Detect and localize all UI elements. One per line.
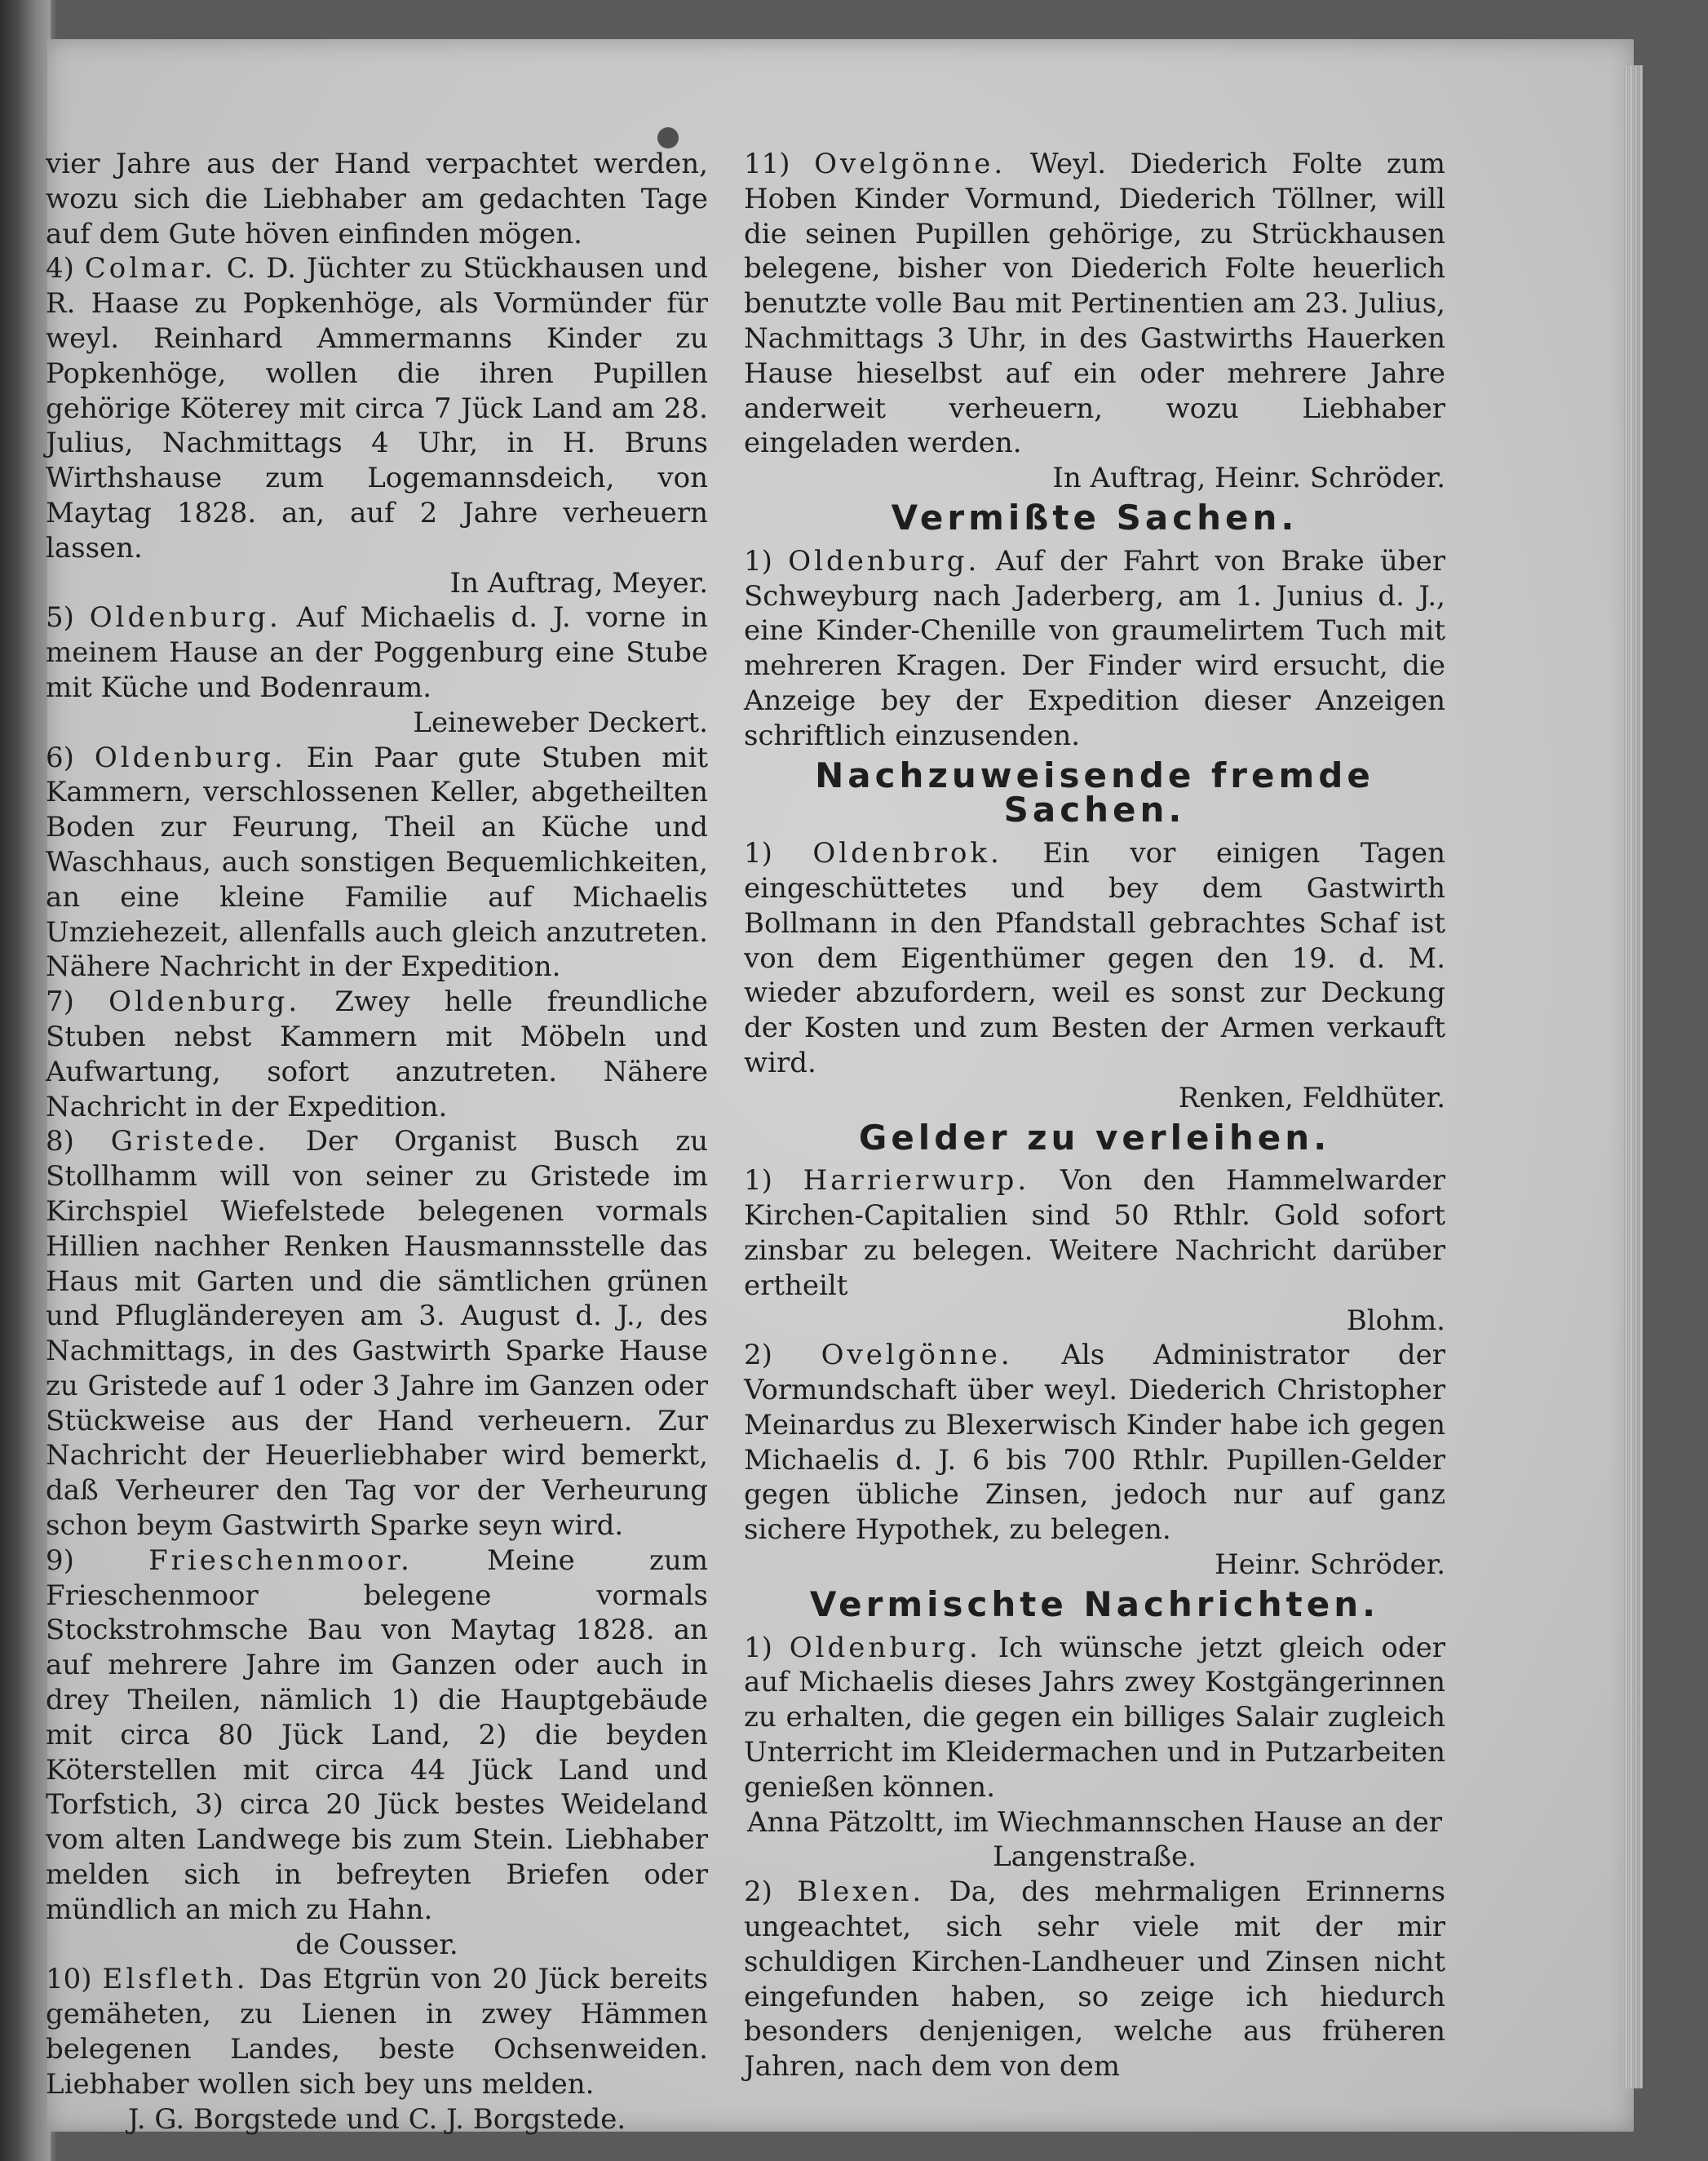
notice-text: Meine zum Frieschenmoor belegene vormals Stockstrohmsche Bau von Maytag 1828. an auf mehrere Jahre im Ganzen oder auch in drey Theilen, nämlich 1) die Hauptgebäude mit circa 80 Jück Land, 2) die beyden Köterstellen mit circa 44 Jück Land und Torfstich, 3) circa 20 Jück bestes Weideland vom alten Landwege bis zum Stein. Liebhaber melden sich in befreyten Briefen oder mündlich an mich zu Hahn. — [46, 1543, 708, 1926]
notice-5 — [46, 600, 708, 740]
notice-number: 1) — [744, 1631, 772, 1664]
misc-notice-1 — [744, 1631, 1445, 1875]
notice-place: Frieschenmoor. — [148, 1543, 413, 1577]
notice-number: 10) — [46, 1963, 92, 1996]
book-binding — [0, 0, 51, 2161]
notice-text: Auf Michaelis d. J. vorne in meinem Hause an der Poggenburg eine Stube mit Küche und Bodenraum. — [46, 601, 709, 704]
notice-place: Oldenburg. — [789, 1631, 981, 1664]
notice-place: Blexen. — [797, 1875, 925, 1909]
found-notice-1 — [744, 836, 1445, 1115]
notice-place: Oldenburg. — [94, 741, 286, 774]
notice-text: Der Organist Busch zu Stollhamm will von seiner zu Gristede im Kirchspiel Wiefelstede belegenen vormals Hillien nachher Renken Hausmannsstelle das Haus mit Garten und die sämtlichen grünen und Pflugländereyen am 3. August d. J., des Nachmittags, in des Gastwirth Sparke Hause zu Gristede auf 1 oder 3 Jahre im Ganzen oder Stückweise aus der Hand verheuern. Zur Nachricht der Heuerliebhaber wird bemerkt, daß Verheurer den Tag vor der Verheurung schon beym Gastwirth Sparke seyn wird. — [46, 1125, 709, 1543]
notice-place: Gristede. — [110, 1125, 269, 1158]
notice-place: Oldenburg. — [788, 544, 980, 578]
notice-text: Zwey helle freundliche Stuben nebst Kammern mit Möbeln und Aufwartung, sofort anzutreten. Nähere Nachricht in der Expedition. — [46, 985, 709, 1123]
notice-number: 9) — [46, 1543, 74, 1577]
notice-continuation — [46, 147, 708, 251]
right-column — [744, 147, 1445, 2084]
notice-signature: Blohm. — [1346, 1304, 1445, 1337]
notice-signature: In Auftrag, Meyer. — [449, 566, 708, 600]
notice-number: 2) — [744, 1875, 772, 1909]
notice-text: vier Jahre aus der Hand verpachtet werden, wozu sich die Liebhaber am gedachten Tage auf dem Gute höven einfinden mögen. — [46, 148, 708, 250]
notice-signature: Leineweber Deckert. — [413, 706, 708, 739]
notice-place: Colmar. — [84, 252, 216, 286]
notice-11 — [744, 147, 1445, 496]
notice-text: Ein vor einigen Tagen eingeschüttetes und bey dem Gastwirth Bollmann in den Pfandstall gebrachtes Schaf ist von dem Eigenthümer gegen den 19. d. M. wieder abzufordern, weil es sonst zur Deckung der Kosten und zum Besten der Armen verkauft wird. — [744, 837, 1445, 1079]
notice-number: 8) — [46, 1125, 74, 1158]
notice-place: Harrierwurp. — [803, 1164, 1030, 1198]
notice-text: C. D. Jüchter zu Stückhausen und R. Haase zu Popkenhöge, als Vormünder für weyl. Reinhard Ammermanns Kinder zu Popkenhöge, wollen die ihren Pupillen gehörige Köterey mit circa 7 Jück Land am 28. Julius, Nachmittags 4 Uhr, in H. Bruns Wirthshause zum Logemannsdeich, von Maytag 1828. an, auf 2 Jahre verheuern lassen. — [46, 252, 708, 565]
notice-8 — [46, 1124, 708, 1543]
notice-number: 6) — [46, 741, 74, 774]
notice-10 — [46, 1962, 708, 2137]
ink-smudge — [657, 127, 679, 148]
notice-signature: In Auftrag, Heinr. Schröder. — [1052, 462, 1445, 495]
notice-number: 7) — [46, 985, 74, 1019]
loan-notice-1 — [744, 1163, 1445, 1338]
notice-number: 5) — [46, 601, 74, 635]
notice-place: Ovelgönne. — [821, 1339, 1013, 1372]
notice-9 — [46, 1543, 708, 1963]
notice-place: Ovelgönne. — [814, 148, 1007, 180]
notice-text: Auf der Fahrt von Brake über Schweyburg nach Jaderberg, am 1. Junius d. J., eine Kinder-Chenille von graumelirtem Tuch mit mehreren Kragen. Der Finder wird ersucht, die Anzeige bey der Expedition dieser Anzeigen schriftlich einzusenden. — [744, 544, 1445, 752]
notice-text: Ein Paar gute Stuben mit Kammern, verschlossenen Keller, abgetheilten Boden zur Feurung, Theil an Küche und Waschhaus, auch sonstigen Bequemlichkeiten, an eine kleine Familie auf Michaelis Umziehezeit, allenfalls auch gleich anzutreten. Nähere Nachricht in der Expedition. — [46, 741, 709, 984]
notice-signature: Anna Pätzoltt, im Wiechmannschen Hause an der Langenstraße. — [747, 1805, 1442, 1874]
notice-text: Weyl. Diederich Folte zum Hoben Kinder Vormund, Diederich Töllner, will die seinen Pupillen gehörige, zu Strückhausen belegene, bisher von Diederich Folte heuerlich benutzte volle Bau mit Pertinentien am 23. Julius, Nachmittags 3 Uhr, in des Gastwirths Hauerken Hause hieselbst auf ein oder mehrere Jahre anderweit verheuern, wozu Liebhaber eingeladen werden. — [744, 148, 1445, 460]
notice-number: 2) — [744, 1339, 772, 1372]
missing-notice-1 — [744, 544, 1445, 754]
notice-place: Oldenburg. — [108, 985, 301, 1019]
notice-place: Elsfleth. — [102, 1963, 249, 1996]
notice-text: Von den Hammelwarder Kirchen-Capitalien sind 50 Rthlr. Gold sofort zinsbar zu belegen. Weitere Nachricht darüber ertheilt — [744, 1164, 1446, 1302]
notice-text: Da, des mehrmaligen Erinnerns ungeachtet, sich sehr viele mit der mir schuldigen Kirchen-Landheuer und Zinsen nicht eingefunden haben, so zeige ich hiedurch besonders denjenigen, welche aus früheren Jahren, nach dem von dem — [744, 1875, 1446, 2084]
notice-4 — [46, 251, 708, 600]
notice-signature: de Cousser. — [295, 1928, 458, 1961]
page-edge — [1623, 65, 1643, 2088]
section-heading-missing-items: Vermißte Sachen. — [891, 497, 1299, 538]
notice-place: Oldenbrok. — [812, 837, 1002, 870]
notice-place: Oldenburg. — [89, 601, 281, 635]
left-column — [46, 147, 708, 2137]
notice-signature: Heinr. Schröder. — [1215, 1548, 1445, 1582]
notice-signature: J. G. Borgstede und C. J. Borgstede. — [127, 2102, 626, 2136]
notice-number: 4) — [46, 252, 74, 286]
section-heading-found-items: Nachzuweisende fremde Sachen. — [815, 755, 1374, 830]
notice-number: 1) — [744, 544, 772, 578]
notice-text: Ich wünsche jetzt gleich oder auf Michaelis dieses Jahrs zwey Kostgängerinnen zu erhalten, die gegen ein billiges Salair zugleich Unterricht im Kleidermachen und in Putzarbeiten genießen können. — [744, 1631, 1446, 1804]
notice-number: 1) — [744, 1164, 772, 1198]
notice-text: Als Administrator der Vormundschaft über weyl. Diederich Christopher Meinardus zu Blexerwisch Kinder habe ich gegen Michaelis d. J. 6 bis 700 Rthlr. Pupillen-Gelder gegen übliche Zinsen, jedoch nur auf ganz sichere Hypothek, zu belegen. — [744, 1339, 1445, 1547]
notice-number: 11) — [744, 148, 790, 180]
notice-signature: Renken, Feldhüter. — [1178, 1081, 1445, 1114]
notice-number: 1) — [744, 837, 772, 870]
misc-notice-2 — [744, 1875, 1445, 2084]
loan-notice-2 — [744, 1338, 1445, 1583]
notice-7 — [46, 985, 708, 1124]
section-heading-loans: Gelder zu verleihen. — [858, 1117, 1331, 1158]
section-heading-misc-news: Vermischte Nachrichten. — [809, 1583, 1380, 1624]
notice-6 — [46, 741, 708, 985]
notice-text: Das Etgrün von 20 Jück bereits gemäheten, zu Lienen in zwey Hämmen belegenen Landes, beste Ochsenweiden. Liebhaber wollen sich bey uns melden. — [46, 1963, 708, 2101]
